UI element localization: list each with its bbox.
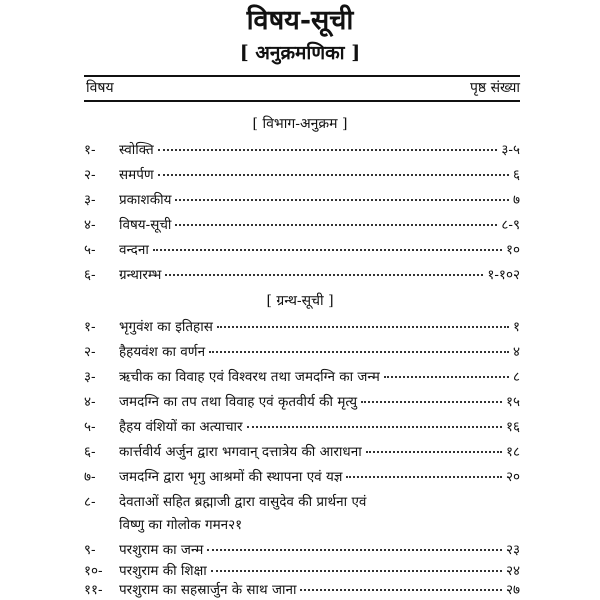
- entry-page: १६: [505, 419, 520, 435]
- entry-title: कार्त्तवीर्य अर्जुन द्वारा भगवान् दत्तात्रेय की आराधना: [119, 444, 362, 460]
- entry-number: ३-: [84, 192, 96, 208]
- dot-leader: [366, 450, 502, 453]
- dot-leader: [207, 548, 502, 551]
- column-header-page: पृष्ठ संख्या: [469, 80, 520, 96]
- entry-title: देवताओं सहित ब्रह्माजी द्वारा वासुदेव की प्रार्थना एवं: [119, 494, 367, 510]
- entry-number: १०-: [84, 563, 103, 579]
- entry-number: ९-: [84, 542, 96, 558]
- dot-leader: [209, 350, 509, 353]
- header-rule-bottom: [84, 100, 520, 102]
- entry-title: भृगुवंश का इतिहास: [119, 319, 213, 335]
- entry-number: ४-: [84, 217, 96, 233]
- entry-page: ६: [512, 167, 520, 183]
- entry-number: ६-: [84, 267, 96, 283]
- entry-page: ७: [512, 192, 520, 208]
- dot-leader: [158, 173, 509, 176]
- entry-number: ६-: [84, 444, 96, 460]
- entry-page: १-१०२: [487, 267, 520, 283]
- entry-page: २१: [228, 517, 243, 533]
- entry-title: ग्रन्थारम्भ: [119, 267, 162, 283]
- entry-page: ८-९: [501, 217, 520, 233]
- entry-page: २३: [505, 542, 520, 558]
- entry-number: १-: [84, 142, 96, 158]
- entry-title: हैहय वंशियों का अत्याचार: [119, 419, 243, 435]
- dot-leader: [384, 375, 509, 378]
- page-title: विषय-सूची: [246, 5, 354, 36]
- entry-page: २०: [505, 469, 520, 485]
- entry-title-continued: विष्णु का गोलोक गमन: [119, 517, 229, 533]
- dot-leader: [300, 588, 501, 591]
- entry-title: प्रकाशकीय: [119, 192, 172, 208]
- entry-page: ३-५: [501, 142, 520, 158]
- header-rule-top: [84, 75, 520, 77]
- dot-leader: [165, 273, 483, 276]
- column-header-subject: विषय: [86, 80, 114, 96]
- entry-number: ४-: [84, 394, 96, 410]
- entry-number: ५-: [84, 242, 96, 258]
- entry-title: ऋचीक का विवाह एवं विश्वरथ तथा जमदग्नि का जन्म: [119, 369, 380, 385]
- entry-page: २४: [505, 563, 520, 579]
- dot-leader: [175, 223, 497, 226]
- entry-title: परशुराम का सहस्रार्जुन के साथ जाना: [119, 582, 297, 598]
- section-heading: [ विभाग-अनुक्रम ]: [252, 116, 348, 132]
- entry-page: १: [512, 319, 520, 335]
- entry-title: जमदग्नि द्वारा भृगु आश्रमों की स्थापना एवं यज्ञ: [119, 469, 343, 485]
- entry-page: ४: [512, 344, 520, 360]
- entry-title: विषय-सूची: [119, 217, 172, 233]
- entry-page: १५: [505, 394, 520, 410]
- entry-number: २-: [84, 344, 96, 360]
- entry-page: १८: [505, 444, 520, 460]
- entry-page: ८: [512, 369, 520, 385]
- entry-title: परशुराम की शिक्षा: [119, 563, 207, 579]
- dot-leader: [175, 198, 509, 201]
- entry-number: ७-: [84, 469, 96, 485]
- dot-leader: [153, 248, 502, 251]
- entry-number: ३-: [84, 369, 96, 385]
- entry-title: जमदग्नि का तप तथा विवाह एवं कृतवीर्य की मृत्यु: [119, 394, 358, 410]
- entry-number: ११-: [84, 582, 103, 598]
- page-subtitle: [ अनुक्रमणिका ]: [239, 42, 361, 64]
- entry-title: परशुराम का जन्म: [119, 542, 204, 558]
- entry-number: ५-: [84, 419, 96, 435]
- toc-entry[interactable]: [84, 492, 520, 536]
- dot-leader: [158, 148, 498, 151]
- entry-title: समर्पण: [119, 167, 154, 183]
- entry-title: स्वोक्ति: [119, 142, 154, 158]
- entry-number: २-: [84, 167, 96, 183]
- entry-page: १०: [505, 242, 520, 258]
- entry-number: ८-: [84, 494, 96, 510]
- entry-page: २७: [505, 582, 520, 598]
- dot-leader: [211, 569, 502, 572]
- dot-leader: [247, 425, 502, 428]
- entry-title: वन्दना: [119, 242, 149, 258]
- dot-leader: [361, 400, 502, 403]
- section-heading: [ ग्रन्थ-सूची ]: [266, 293, 334, 309]
- entry-title: हैहयवंश का वर्णन: [119, 344, 206, 360]
- dot-leader: [217, 325, 509, 328]
- entry-number: १-: [84, 319, 96, 335]
- dot-leader: [346, 475, 502, 478]
